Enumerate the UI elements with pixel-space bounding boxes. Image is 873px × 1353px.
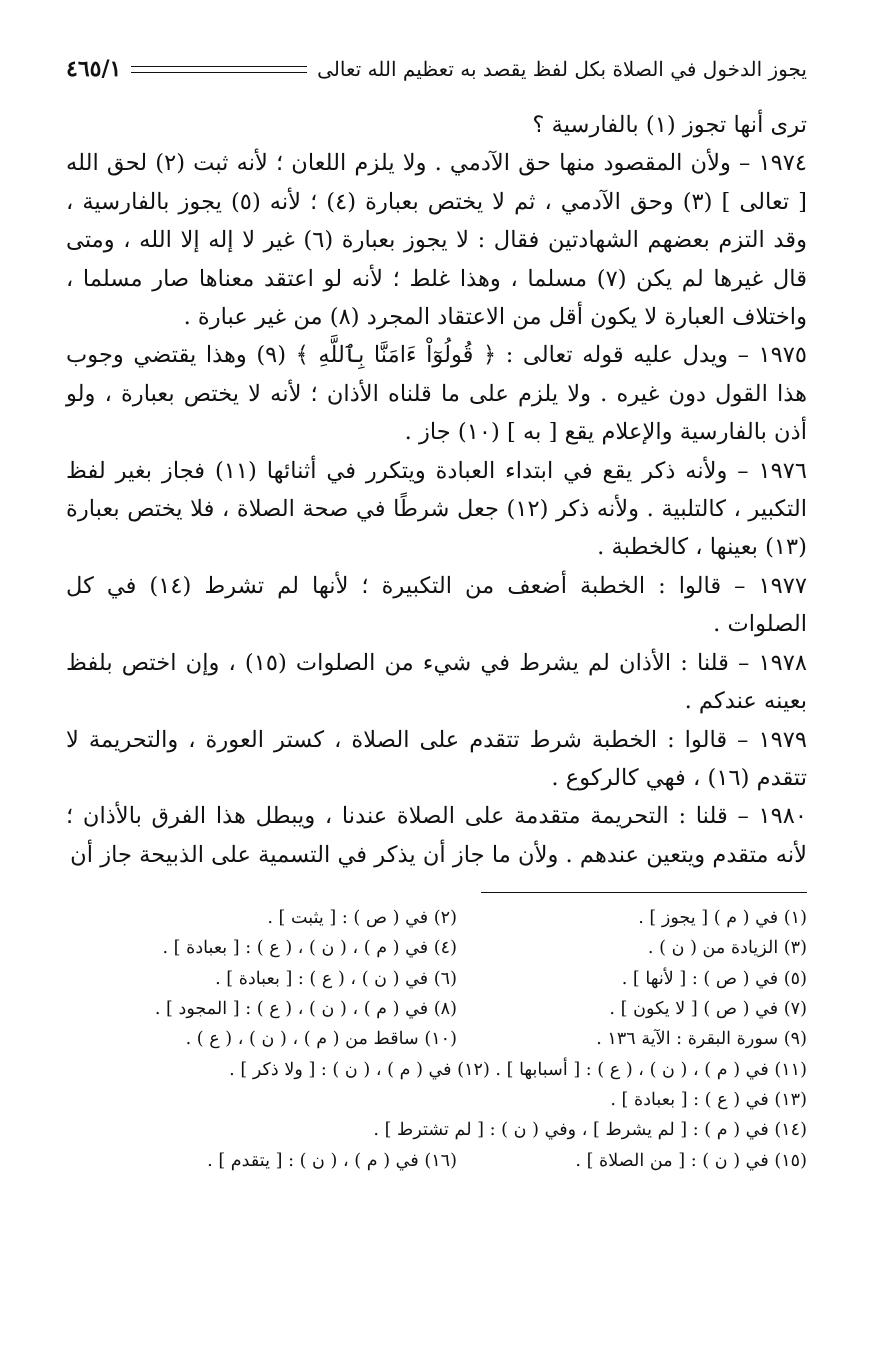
footnote-row	[66, 933, 807, 963]
footnote-row	[66, 903, 807, 933]
footnote-row	[66, 1115, 807, 1145]
paragraph: ترى أنها تجوز (١) بالفارسية ؟	[532, 112, 807, 138]
footnote-row	[66, 1085, 807, 1115]
footnote-row	[66, 1055, 807, 1085]
header-title: يجوز الدخول في الصلاة بكل لفظ يقصد به تعظيم الله تعالى	[317, 57, 807, 81]
paragraph-1975: ١٩٧٥ – ويدل عليه قوله تعالى : ﴿ قُولُوٓاْ ءَامَنَّا بِٱللَّهِ ﴾ (٩) وهذا يقتضي وجوب هذا القول دون غيره . ولا يلزم على ما قلناه الأذان ؛ لأنه لا يختص بعبارة ، ولو أذن بالفارسية والإعلام يقع [ به ] (١٠) جاز .	[66, 342, 807, 446]
footnote: (١٤) في ( م ) : [ لم يشرط ] ، وفي ( ن ) : [ لم تشترط ] .	[373, 1120, 807, 1141]
paragraph-1977: ١٩٧٧ – قالوا : الخطبة أضعف من التكبيرة ؛ لأنها لم تشرط (١٤) في كل الصلوات .	[66, 572, 807, 638]
paragraph-1978: ١٩٧٨ – قلنا : الأذان لم يشرط في شيء من الصلوات (١٥) ، وإن اختص بلفظ بعينه عندكم .	[66, 649, 807, 715]
footnote-row	[66, 964, 807, 994]
main-text	[66, 106, 807, 874]
paragraph-1979: ١٩٧٩ – قالوا : الخطبة شرط تتقدم على الصلاة ، كستر العورة ، والتحريمة لا تتقدم (١٦) ، فهي كالركوع .	[66, 726, 807, 791]
page-number: ٤٦٥/١	[66, 56, 122, 82]
footnote: (١٠) ساقط من ( م ) ، ( ن ) ، ( ع ) .	[185, 1029, 457, 1050]
footnote: (١١) في ( م ) ، ( ن ) ، ( ع ) : [ أسبابها ] . (١٢) في ( م ) ، ( ن ) : [ ولا ذكر ] .	[229, 1059, 807, 1080]
footnote-separator	[481, 892, 807, 893]
paragraph-1976: ١٩٧٦ – ولأنه ذكر يقع في ابتداء العبادة ويتكرر في أثنائها (١١) فجاز بغير لفظ التكبير ، كالتلبية . ولأنه ذكر (١٢) جعل شرطًا في صحة الصلاة ، فلا يختص بعبارة (١٣) بعينها ، كالخطبة .	[66, 457, 807, 561]
running-header	[66, 52, 807, 86]
footnote: (٧) في ( ص ) [ لا يكون ] .	[609, 999, 807, 1020]
header-rule	[131, 66, 307, 73]
footnote-row	[66, 1146, 807, 1176]
footnote-row	[66, 994, 807, 1024]
footnote: (١) في ( م ) [ يجوز ] .	[638, 908, 807, 929]
footnote-row	[66, 1024, 807, 1054]
footnote: (١٦) في ( م ) ، ( ن ) : [ يتقدم ] .	[207, 1150, 457, 1171]
footnote: (٩) سورة البقرة : الآية ١٣٦ .	[596, 1029, 807, 1050]
footnote: (٤) في ( م ) ، ( ن ) ، ( ع ) : [ بعبادة ] .	[162, 938, 457, 959]
paragraph-1974: ١٩٧٤ – ولأن المقصود منها حق الآدمي . ولا يلزم اللعان ؛ لأنه ثبت (٢) لحق الله [ تعالى ] (٣) وحق الآدمي ، ثم لا يختص بعبارة (٤) ؛ لأنه (٥) يجوز بالفارسية ، وقد التزم بعضهم الشهادتين فقال : لا يجوز بعبارة (٦) غير لا إله إلا الله ، ومتى قال غيرها لم يكن (٧) مسلما ، وهذا غلط ؛ لأنه لو اعتقد معناها صار مسلما ، واختلاف العبارة لا يكون أقل من الاعتقاد المجرد (٨) من غير عبارة .	[66, 150, 807, 331]
footnote: (٥) في ( ص ) : [ لأنها ] .	[621, 968, 807, 989]
footnote: (٦) في ( ن ) ، ( ع ) : [ بعبادة ] .	[215, 968, 457, 989]
footnote: (٢) في ( ص ) : [ يثبت ] .	[267, 908, 457, 929]
paragraph-1980: ١٩٨٠ – قلنا : التحريمة متقدمة على الصلاة عندنا ، ويبطل هذا الفرق بالأذان ؛ لأنه متقدم ويتعين عندهم . ولأن ما جاز أن يذكر في التسمية على الذبيحة جاز أن	[66, 803, 807, 868]
footnotes	[66, 903, 807, 1176]
footnote: (١٣) في ( ع ) : [ بعبادة ] .	[610, 1089, 807, 1110]
footnote: (٨) في ( م ) ، ( ن ) ، ( ع ) : [ المجود ] .	[154, 999, 457, 1020]
footnote: (١٥) في ( ن ) : [ من الصلاة ] .	[575, 1150, 807, 1171]
footnote: (٣) الزيادة من ( ن ) .	[647, 938, 807, 959]
